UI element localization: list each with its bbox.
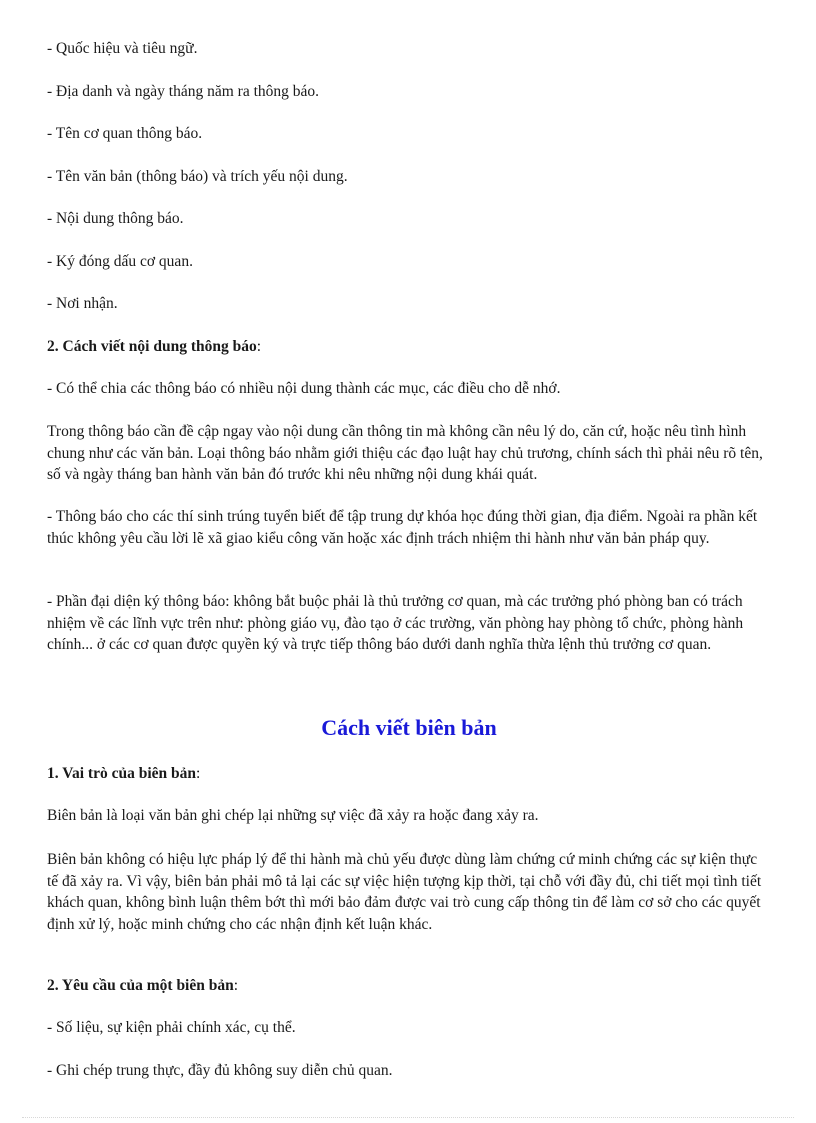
list-item: - Tên cơ quan thông báo. xyxy=(47,125,203,142)
list-item: - Tên văn bản (thông báo) và trích yếu nội dung. xyxy=(47,168,348,185)
list-item: - Ghi chép trung thực, đầy đủ không suy diễn chủ quan. xyxy=(47,1062,393,1079)
paragraph: - Thông báo cho các thí sinh trúng tuyển biết để tập trung dự khóa học đúng thời gian, địa điểm. Ngoài ra phần kết thúc không yêu cầu lời lẽ xã giao kiểu công văn hoặc xác định trách nhiệm thi hành như văn bản pháp quy. xyxy=(47,508,758,547)
list-item: - Địa danh và ngày tháng năm ra thông báo. xyxy=(47,83,320,100)
section-heading-suffix: : xyxy=(196,765,201,782)
paragraph: Trong thông báo cần đề cập ngay vào nội dung cần thông tin mà không cần nêu lý do, căn cứ, hoặc nêu tình hình chung như các văn bản. Loại thông báo nhằm giới thiệu các đạo luật hay chủ trương, chính sách thì phải nêu rõ tên, số và ngày tháng ban hành văn bản đó trước khi nêu những nội dung khái quát. xyxy=(47,423,763,483)
section-heading-thongbao xyxy=(47,337,261,357)
paragraph: Biên bản là loại văn bản ghi chép lại những sự việc đã xảy ra hoặc đang xảy ra. xyxy=(47,807,539,824)
section-heading-text: 2. Cách viết nội dung thông báo xyxy=(47,338,257,355)
list-item: - Ký đóng dấu cơ quan. xyxy=(47,253,193,270)
section-heading-suffix: : xyxy=(233,977,239,994)
list-item: - Số liệu, sự kiện phải chính xác, cụ thể. xyxy=(47,1019,296,1036)
section-heading-text: 2. Yêu cầu của một biên bản xyxy=(47,977,234,994)
section-heading-role xyxy=(47,764,200,784)
list-item: - Nội dung thông báo. xyxy=(47,210,184,227)
paragraph: - Có thể chia các thông báo có nhiều nội dung thành các mục, các điều cho dễ nhớ. xyxy=(47,380,561,397)
paragraph: - Phần đại diện ký thông báo: không bắt buộc phải là thủ trưởng cơ quan, mà các trưởng phó phòng ban có trách nhiệm về các lĩnh vực trên như: phòng giáo vụ, đào tạo ở các trường, văn phòng hay phòng tổ chức, phòng hành chính... ở các cơ quan được quyền ký và trực tiếp thông báo dưới danh nghĩa thừa lệnh thủ trưởng cơ quan. xyxy=(47,593,744,653)
section-heading-requirements xyxy=(47,976,238,996)
list-item: - Quốc hiệu và tiêu ngữ. xyxy=(47,40,198,57)
section-heading-text: 1. Vai trò của biên bản xyxy=(47,765,197,782)
section-heading-suffix: : xyxy=(256,338,262,355)
section-title-bienban: Cách viết biên bản xyxy=(321,715,497,740)
page-divider xyxy=(22,1117,794,1118)
paragraph: Biên bản không có hiệu lực pháp lý để thi hành mà chủ yếu được dùng làm chứng cứ minh chứng các sự kiện thực tế đã xảy ra. Vì vậy, biên bản phải mô tả lại các sự việc hiện tượng kịp thời, tại chỗ với đầy đủ, chi tiết mọi tình tiết khách quan, không bình luận thêm bớt thì mới bảo đảm được vai trò cung cấp thông tin để làm cơ sở cho các quyết định xử lý, hoặc minh chứng cho các nhận định kết luận khác. xyxy=(47,851,762,933)
list-item: - Nơi nhận. xyxy=(47,295,118,312)
